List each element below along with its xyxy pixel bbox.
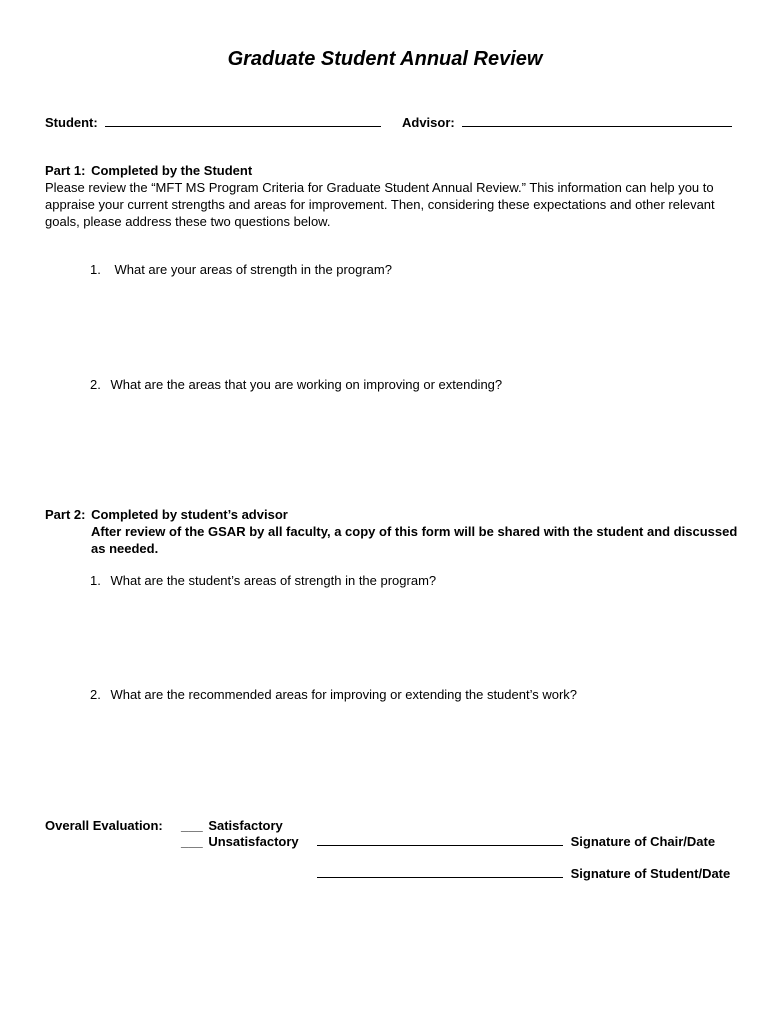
student-field[interactable] (45, 115, 381, 130)
part2-label: Part 2: (45, 507, 86, 522)
satisfactory-option[interactable] (181, 818, 283, 833)
part2-answer-1-area[interactable] (90, 593, 730, 683)
student-blank-line[interactable] (105, 115, 381, 127)
part2-q1-text: What are the student’s areas of strength in the program? (110, 573, 437, 588)
part1-answer-2-area[interactable] (90, 397, 730, 497)
page-title: Graduate Student Annual Review (227, 48, 543, 70)
student-signature-label: Signature of Student/Date (570, 866, 731, 881)
part2-heading (45, 507, 288, 522)
part1-q2-text: What are the areas that you are working on improving or extending? (110, 377, 503, 392)
advisor-label: Advisor: (402, 115, 455, 130)
part1-q1-number: 1. (90, 262, 101, 277)
part2-question-1 (90, 573, 436, 588)
part1-question-2 (90, 377, 502, 392)
part1-title: Completed by the Student (91, 163, 253, 178)
part2-q2-text: What are the recommended areas for improving or extending the student’s work? (110, 687, 578, 702)
unsatisfactory-label: Unsatisfactory (208, 834, 299, 849)
part2-q1-number: 1. (90, 573, 101, 588)
part2-note: After review of the GSAR by all faculty, a copy of this form will be shared with the student and discussed as needed. (91, 524, 738, 556)
chair-signature-line[interactable] (317, 834, 563, 846)
part2-answer-2-area[interactable] (90, 707, 730, 807)
unsatisfactory-blank[interactable]: ___ (181, 834, 203, 849)
student-signature-field[interactable] (317, 866, 730, 881)
part1-instructions: Please review the “MFT MS Program Criteria for Graduate Student Annual Review.” This information can help you to appraise your current strengths and areas for improvement. Then, considering these expectations and other relevant goals, please address these two questions below. (45, 180, 715, 229)
part1-label: Part 1: (45, 163, 86, 178)
part2-title: Completed by student’s advisor (91, 507, 288, 522)
unsatisfactory-option[interactable] (181, 834, 299, 849)
overall-evaluation-label: Overall Evaluation: (45, 818, 163, 833)
student-label: Student: (45, 115, 98, 130)
part1-heading (45, 163, 252, 178)
advisor-field[interactable] (402, 115, 732, 130)
chair-signature-field[interactable] (317, 834, 715, 849)
satisfactory-label: Satisfactory (208, 818, 283, 833)
part2-question-2 (90, 687, 577, 702)
chair-signature-label: Signature of Chair/Date (570, 834, 716, 849)
student-signature-line[interactable] (317, 866, 563, 878)
part1-q1-text: What are your areas of strength in the program? (114, 262, 392, 277)
satisfactory-blank[interactable]: ___ (181, 818, 203, 833)
part1-q2-number: 2. (90, 377, 101, 392)
part1-question-1 (90, 262, 392, 277)
advisor-blank-line[interactable] (462, 115, 732, 127)
part2-q2-number: 2. (90, 687, 101, 702)
part1-answer-1-area[interactable] (90, 282, 730, 372)
